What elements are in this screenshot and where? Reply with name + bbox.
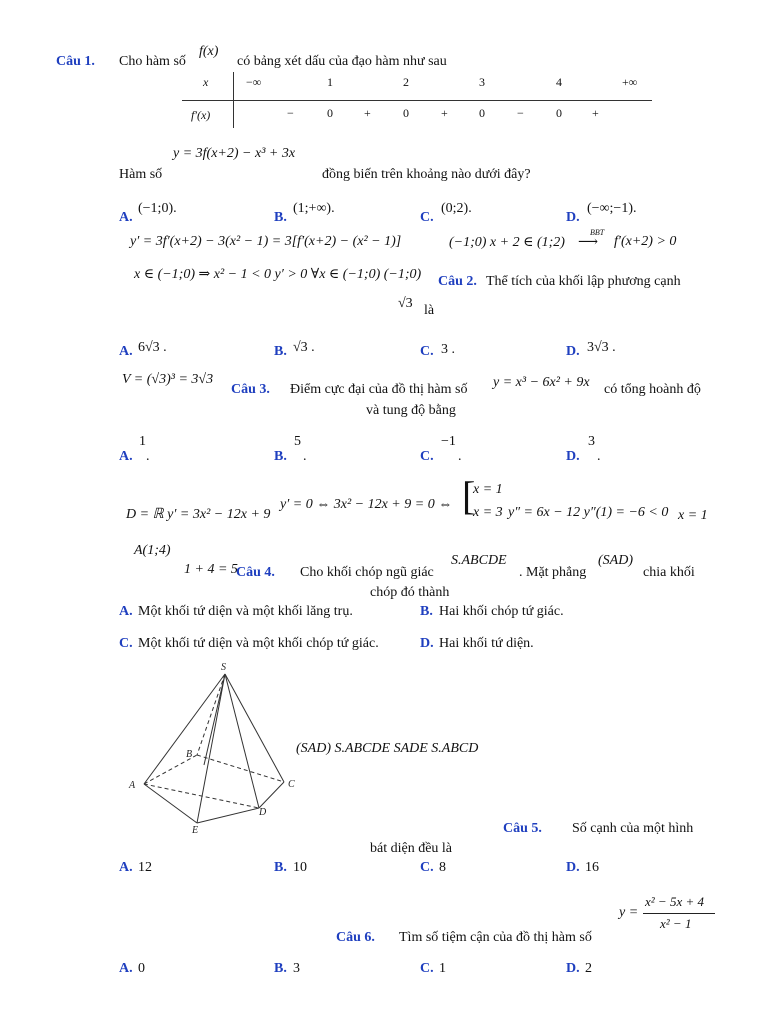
q3-option-c-dot: . <box>458 449 462 464</box>
q2-option-d: 3√3 . <box>587 340 616 355</box>
q1-option-a-label: A. <box>119 210 133 225</box>
vertex-label-e: E <box>192 825 199 835</box>
q3-option-d: 3 <box>588 434 595 449</box>
q1-text-a: Cho hàm số <box>119 54 186 69</box>
q1-solution-line2: x ∈ (−1;0) ⇒ x² − 1 < 0 y′ > 0 ∀x ∈ (−1;0) (−1;0) <box>134 267 422 282</box>
vertex-label-s: S <box>221 662 226 673</box>
q4-option-c: Một khối tứ diện và một khối chóp tứ giác. <box>138 636 379 651</box>
q6-numerator: x² − 5x + 4 <box>645 894 704 909</box>
q2-option-a: 6√3 . <box>138 340 167 355</box>
q1-fx: f(x) <box>199 44 219 59</box>
table-x-cell: 1 <box>327 75 333 89</box>
vertex-label-d: D <box>259 807 267 818</box>
table-sign-cell: − <box>287 106 294 120</box>
q2-edge: √3 <box>398 296 413 311</box>
q4-text-c: chia khối <box>643 565 695 580</box>
q6-text: Tìm số tiệm cận của đồ thị hàm số <box>399 930 592 945</box>
q2-option-b-label: B. <box>274 344 287 359</box>
q3-text-a: Điểm cực đại của đồ thị hàm số <box>290 382 468 397</box>
q4-option-b-label: B. <box>420 604 433 619</box>
table-sign-cell: 0 <box>327 106 333 120</box>
q6-denominator: x² − 1 <box>660 916 692 931</box>
q3-function: y = x³ − 6x² + 9x <box>493 375 590 390</box>
q1-text-d: đồng biến trên khoảng nào dưới đây? <box>322 167 531 182</box>
q6-option-c: 1 <box>439 961 446 976</box>
table-sign-cell: + <box>441 106 448 120</box>
q6-option-b: 3 <box>293 961 300 976</box>
q4-option-a-label: A. <box>119 604 133 619</box>
q4-option-c-label: C. <box>119 636 133 651</box>
q4-option-d: Hai khối tứ diện. <box>439 636 534 651</box>
q5-option-a-label: A. <box>119 860 133 875</box>
q2-option-b: √3 . <box>293 340 315 355</box>
q4-plane: (SAD) <box>598 553 633 568</box>
q5-label: Câu 5. <box>503 821 542 836</box>
table-x-cell: 4 <box>556 75 562 89</box>
q5-text-a: Số cạnh của một hình <box>572 821 694 836</box>
q2-option-c-label: C. <box>420 344 434 359</box>
q4-text-b: . Mặt phẳng <box>519 565 587 580</box>
q3-solution-line2: A(1;4) <box>134 543 171 558</box>
q1-solution-line1d: f′(x+2) > 0 <box>614 234 677 249</box>
table-sign-cell: 0 <box>479 106 485 120</box>
q3-system-line2: x = 3 <box>473 505 503 520</box>
q5-option-c: 8 <box>439 860 446 875</box>
q6-option-c-label: C. <box>420 961 434 976</box>
q3-option-c-label: C. <box>420 449 434 464</box>
q6-option-b-label: B. <box>274 961 287 976</box>
table-sign-cell: + <box>592 106 599 120</box>
q3-option-d-dot: . <box>597 449 601 464</box>
pyramid-figure <box>124 660 304 835</box>
q4-text-d: chóp đó thành <box>370 585 450 600</box>
q5-option-c-label: C. <box>420 860 434 875</box>
table-x-cell: 3 <box>479 75 485 89</box>
q6-option-d: 2 <box>585 961 592 976</box>
q2-option-c: 3 . <box>441 342 455 357</box>
q5-option-b: 10 <box>293 860 307 875</box>
q4-pyramid: S.ABCDE <box>451 553 507 568</box>
q5-text-b: bát diện đều là <box>370 841 453 856</box>
q3-system-line1: x = 1 <box>473 482 503 497</box>
vertex-label-a: A <box>129 780 136 791</box>
q3-text-c: và tung độ bằng <box>366 403 456 418</box>
q3-solution-line1: D = ℝ y′ = 3x² − 12x + 9 <box>126 507 271 522</box>
q4-option-b: Hai khối chóp tứ giác. <box>439 604 564 619</box>
q1-text-b: có bảng xét dấu của đạo hàm như sau <box>237 54 447 69</box>
table-x-head: x <box>203 75 209 89</box>
q1-bbt-label: BBT <box>590 228 605 237</box>
q3-option-b-label: B. <box>274 449 287 464</box>
q5-option-d: 16 <box>585 860 599 875</box>
q6-y: y = <box>619 905 639 920</box>
q1-option-d: (−∞;−1). <box>587 201 637 216</box>
q3-label: Câu 3. <box>231 382 270 397</box>
bracket-icon: [ <box>462 473 476 518</box>
table-x-cell: −∞ <box>246 75 262 89</box>
q2-text: Thể tích của khối lập phương cạnh <box>486 274 681 289</box>
q4-solution: (SAD) S.ABCDE SADE S.ABCD <box>296 741 479 756</box>
q3-option-a: 1 <box>139 434 146 449</box>
table-sign-cell: 0 <box>403 106 409 120</box>
q6-label: Câu 6. <box>336 930 375 945</box>
q1-option-d-label: D. <box>566 210 580 225</box>
q6-option-d-label: D. <box>566 961 580 976</box>
table-sign-cell: 0 <box>556 106 562 120</box>
q2-option-a-label: A. <box>119 344 133 359</box>
table-sign-cell: − <box>517 106 524 120</box>
fraction-bar <box>643 913 715 914</box>
q1-option-c: (0;2). <box>441 201 472 216</box>
table-sign-cell: + <box>364 106 371 120</box>
vertex-label-b: B <box>186 749 193 760</box>
q6-option-a-label: A. <box>119 961 133 976</box>
q2-label: Câu 2. <box>438 274 477 289</box>
q4-text-a: Cho khối chóp ngũ giác <box>300 565 434 580</box>
q5-option-b-label: B. <box>274 860 287 875</box>
q1-option-b: (1;+∞). <box>293 201 335 216</box>
q4-option-d-label: D. <box>420 636 434 651</box>
q3-option-b: 5 <box>294 434 301 449</box>
q3-text-b: có tổng hoành độ <box>604 382 701 397</box>
q1-solution-line1b: (−1;0) x + 2 ∈ (1;2) <box>449 235 565 250</box>
q5-option-a: 12 <box>138 860 152 875</box>
q3-solution-line3: 1 + 4 = 5 <box>184 562 238 577</box>
q2-option-d-label: D. <box>566 344 580 359</box>
vertex-label-c: C <box>288 779 295 790</box>
q3-option-a-label: A. <box>119 449 133 464</box>
q4-option-a: Một khối tứ diện và một khối lăng trụ. <box>138 604 353 619</box>
q3-solution-line1c: y″ = 6x − 12 y″(1) = −6 < 0 <box>508 505 669 520</box>
table-x-cell: 2 <box>403 75 409 89</box>
q4-label: Câu 4. <box>236 565 275 580</box>
q1-text-c: Hàm số <box>119 167 163 182</box>
q1-option-a: (−1;0). <box>138 201 177 216</box>
q3-option-b-dot: . <box>303 449 307 464</box>
q1-option-c-label: C. <box>420 210 434 225</box>
table-x-cell: +∞ <box>622 75 638 89</box>
q5-option-d-label: D. <box>566 860 580 875</box>
q6-option-a: 0 <box>138 961 145 976</box>
q1-option-b-label: B. <box>274 210 287 225</box>
q3-solution-line1b: y′ = 0 ⇔ 3x² − 12x + 9 = 0 ⇔ <box>280 497 453 512</box>
q1-solution-line1: y′ = 3f′(x+2) − 3(x² − 1) = 3[f′(x+2) − (x² − 1)] <box>130 234 402 249</box>
table-fprime-head: f′(x) <box>191 108 211 122</box>
q2-solution: V = (√3)³ = 3√3 <box>122 372 214 387</box>
arrow-icon: ⟶ <box>578 235 599 250</box>
q1-function: y = 3f(x+2) − x³ + 3x <box>173 146 296 161</box>
q2-text-b: là <box>424 303 435 318</box>
q3-solution-line1d: x = 1 <box>678 508 708 523</box>
q3-option-c: −1 <box>441 434 456 449</box>
q3-option-d-label: D. <box>566 449 580 464</box>
q1-label: Câu 1. <box>56 54 95 69</box>
q3-option-a-dot: . <box>146 449 150 464</box>
